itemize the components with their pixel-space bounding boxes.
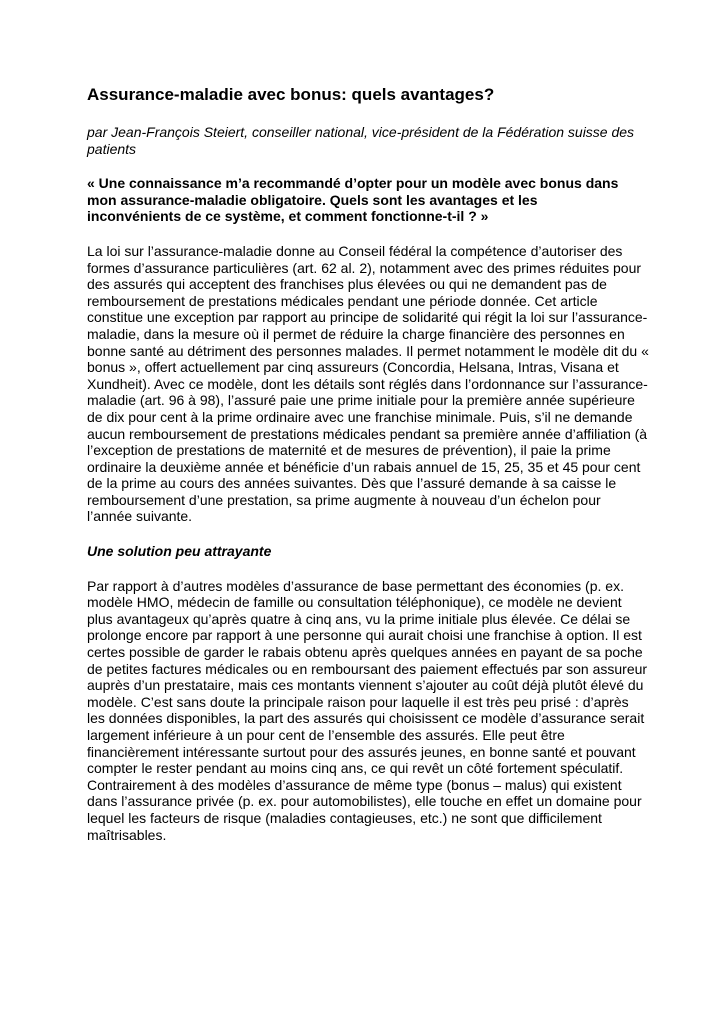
- body-paragraph-2: Par rapport à d’autres modèles d’assurance de base permettant des économies (p. ex. modèle HMO, médecin de famille ou consultation téléphonique), ce modèle ne devient plus avantageux qu’après quatre à cinq ans, vu la prime initiale plus élevée. Ce délai se prolonge encore par rapport à une personne qui aurait choisi une franchise à option. Il est certes possible de garder le rabais obtenu après quelques années en payant de sa poche de petites factures médicales ou en remboursant des paiement effectués par son assureur auprès d’un prestataire, mais ces montants viennent s’ajouter au coût déjà plutôt élevé du modèle. C’est sans doute la principale raison pour laquelle il est très peu prisé : d’après les données disponibles, la part des assurés qui choisissent ce modèle d’assurance serait largement inférieure à un pour cent de l’ensemble des assurés. Elle peut être financièrement intéressante surtout pour des assurés jeunes, en bonne santé et pouvant compter le rester pendant au moins cinq ans, ce qui revêt un côté fortement spéculatif. Contrairement à des modèles d’assurance de même type (bonus – malus) qui existent dans l’assurance privée (p. ex. pour automobilistes), elle touche en effet un domaine pour lequel les facteurs de risque (maladies contagieuses, etc.) ne sont que difficilement maîtrisables.: [87, 577, 648, 843]
- body-paragraph-1: La loi sur l’assurance-maladie donne au Conseil fédéral la compétence d’autoriser des formes d’assurance particulières (art. 62 al. 2), notamment avec des primes réduites pour des assurés qui acceptent des franchises plus élevées ou qui ne demandent pas de remboursement de prestations médicales pendant une période donnée. Cet article constitue une exception par rapport au principe de solidarité qui régit la loi sur l’assurance-maladie, dans la mesure où il permet de réduire la charge financière des personnes en bonne santé au détriment des personnes malades. Il permet notamment le modèle dit du « bonus », offert actuellement par cinq assureurs (Concordia, Helsana, Intras, Visana et Xundheit). Avec ce modèle, dont les détails sont réglés dans l’ordonnance sur l’assurance-maladie (art. 96 à 98), l’assuré paie une prime initiale pour la première année supérieure de dix pour cent à la prime ordinaire avec une franchise minimale. Puis, s’il ne demande aucun remboursement de prestations médicales pendant sa première année d’affiliation (à l’exception de prestations de maternité et de mesures de prévention), il paie la prime ordinaire la deuxième année et bénéficie d’un rabais annuel de 15, 25, 35 et 45 pour cent de la prime au cours des années suivantes. Dès que l’assuré demande à sa caisse le remboursement d’une prestation, sa prime augmente à nouveau d’un échelon pour l’année suivante.: [87, 242, 649, 525]
- article-title: Assurance-maladie avec bonus: quels avantages?: [87, 85, 495, 104]
- section-subheading: Une solution peu attrayante: [87, 543, 272, 560]
- reader-question: « Une connaissance m’a recommandé d’opter pour un modèle avec bonus dans mon assurance-maladie obligatoire. Quels sont les avantages et les inconvénients de ce système, et comment fonctionne-t-il ? »: [87, 175, 619, 225]
- article-byline: par Jean-François Steiert, conseiller national, vice-président de la Fédération suisse des patients: [87, 124, 635, 157]
- document-page: [87, 84, 647, 843]
